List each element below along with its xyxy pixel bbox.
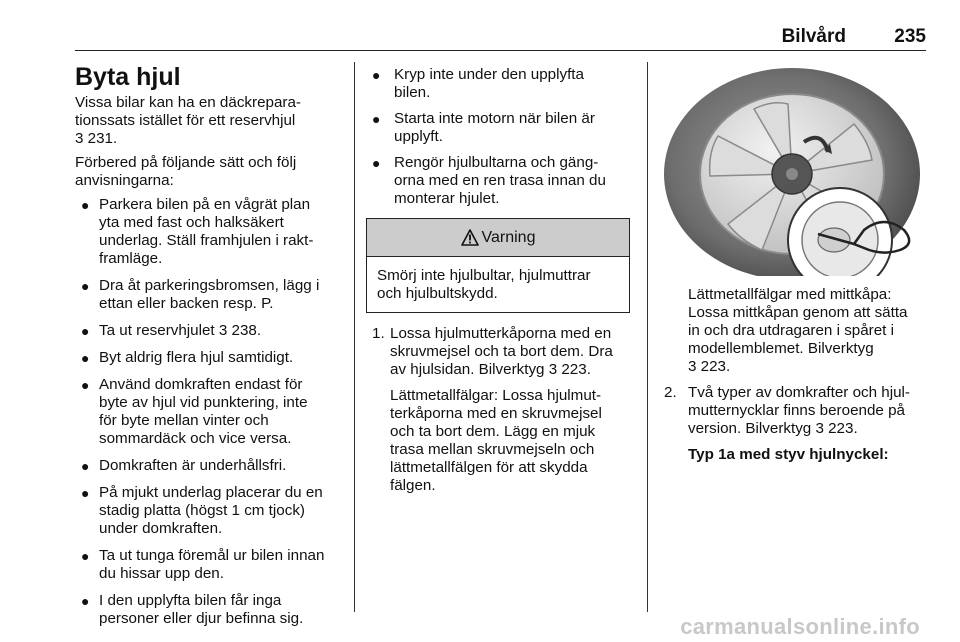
warning-box bbox=[366, 218, 630, 313]
text-line: Byt aldrig flera hjul samtidigt. bbox=[99, 349, 294, 366]
bullet-icon: ● bbox=[81, 350, 90, 366]
bullet-icon: ● bbox=[81, 377, 90, 393]
text-line: och hjulbultskydd. bbox=[377, 285, 498, 302]
text-line: personer eller djur befinna sig. bbox=[99, 610, 304, 627]
section-title: Bilvård bbox=[781, 26, 846, 47]
step-item bbox=[368, 325, 634, 495]
text-line: för byte mellan vinter och bbox=[99, 412, 269, 429]
text-line: Ta ut tunga föremål ur bilen innan bbox=[99, 547, 325, 564]
list-item bbox=[75, 376, 343, 448]
figure-caption bbox=[664, 286, 928, 376]
text-line: orna med en ren trasa innan du bbox=[394, 172, 606, 189]
list-item bbox=[368, 154, 634, 208]
page-header bbox=[75, 22, 926, 50]
safety-bullet-list-2 bbox=[368, 66, 634, 208]
step-text bbox=[688, 384, 928, 438]
page-reference: 3 231. bbox=[75, 130, 118, 147]
text-line: du hissar upp den. bbox=[99, 565, 224, 582]
text-line: in och dra utdragaren i spåret i bbox=[688, 322, 894, 339]
header-rule bbox=[75, 50, 926, 51]
steps-list-2 bbox=[664, 384, 928, 464]
text-line: tionssats istället för ett reservhjul bbox=[75, 112, 296, 129]
step-subtext bbox=[390, 387, 634, 495]
text-line: Förbered på följande sätt och följ bbox=[75, 154, 297, 171]
text-line: Lossa hjulmutterkåporna med en bbox=[390, 325, 612, 342]
text-line: stadig platta (högst 1 cm tjock) bbox=[99, 502, 305, 519]
warning-title: Varning bbox=[481, 228, 536, 246]
text-line: Smörj inte hjulbultar, hjulmuttrar bbox=[377, 267, 591, 284]
bullet-icon: ● bbox=[372, 155, 381, 171]
text-line: mutternycklar finns beroende på bbox=[688, 402, 905, 419]
page-title: Byta hjul bbox=[75, 63, 181, 91]
text-line: Lossa mittkåpan genom att sätta bbox=[688, 304, 908, 321]
text-line: och ta bort dem. Lägg en mjuk bbox=[390, 423, 596, 440]
list-item bbox=[75, 196, 343, 268]
list-item bbox=[75, 322, 343, 340]
safety-bullet-list bbox=[75, 196, 343, 628]
text-line: ettan eller backen resp. P. bbox=[99, 295, 274, 312]
wheel-hubcap-illustration bbox=[664, 64, 926, 276]
bullet-icon: ● bbox=[372, 67, 381, 83]
list-item bbox=[368, 110, 634, 146]
text-line: I den upplyfta bilen får inga bbox=[99, 592, 282, 609]
text-line: anvisningarna: bbox=[75, 172, 174, 189]
text-line: Två typer av domkrafter och hjul- bbox=[688, 384, 910, 401]
text-line: Kryp inte under den upplyfta bbox=[394, 66, 584, 83]
text-line: Starta inte motorn när bilen är bbox=[394, 110, 595, 127]
text-line: fälgen. bbox=[390, 477, 436, 494]
bullet-icon: ● bbox=[81, 197, 90, 213]
text-line: underlag. Ställ framhjulen i rakt- bbox=[99, 232, 314, 249]
text-line: På mjukt underlag placerar du en bbox=[99, 484, 323, 501]
text-line: sommardäck och vice versa. bbox=[99, 430, 292, 447]
list-item bbox=[75, 592, 343, 628]
text-line: Parkera bilen på en vågrät plan bbox=[99, 196, 311, 213]
text-line: modellemblemet. Bilverktyg bbox=[688, 340, 874, 357]
page-number: 235 bbox=[894, 26, 926, 47]
text-line: skruvmejsel och ta bort dem. Dra bbox=[390, 343, 613, 360]
text-line: yta med fast och halksäkert bbox=[99, 214, 284, 231]
column-divider-2 bbox=[647, 62, 648, 612]
warning-triangle-icon bbox=[461, 229, 479, 246]
text-line: version. Bilverktyg 3 223. bbox=[688, 420, 858, 437]
column-2 bbox=[368, 66, 634, 503]
list-item bbox=[368, 66, 634, 102]
warning-header bbox=[367, 219, 629, 257]
warning-body bbox=[367, 257, 629, 312]
text-line: byte av hjul vid punktering, inte bbox=[99, 394, 308, 411]
text-line: Använd domkraften endast för bbox=[99, 376, 303, 393]
page-reference: 3 223. bbox=[688, 358, 731, 375]
bullet-icon: ● bbox=[372, 111, 381, 127]
bullet-icon: ● bbox=[81, 458, 90, 474]
text-line: framläge. bbox=[99, 250, 163, 267]
text-line: Ta ut reservhjulet 3 238. bbox=[99, 322, 262, 339]
step-subheading: Typ 1a med styv hjulnyckel: bbox=[688, 446, 889, 463]
bullet-icon: ● bbox=[81, 593, 90, 609]
column-1 bbox=[75, 62, 343, 637]
text-line: under domkraften. bbox=[99, 520, 223, 537]
column-3 bbox=[664, 64, 928, 472]
text-line: terkåporna med en skruvmejsel bbox=[390, 405, 602, 422]
list-item bbox=[75, 484, 343, 538]
text-line: trasa mellan skruvmejseln och bbox=[390, 441, 595, 458]
intro-paragraph bbox=[75, 94, 343, 148]
text-line: lättmetallfälgen för att skydda bbox=[390, 459, 588, 476]
steps-list bbox=[368, 325, 634, 495]
prep-paragraph bbox=[75, 154, 343, 190]
text-line: Lättmetallfälgar med mittkåpa: bbox=[688, 286, 892, 303]
column-divider-1 bbox=[354, 62, 355, 612]
list-item bbox=[75, 457, 343, 475]
watermark: carmanualsonline.info bbox=[680, 614, 920, 639]
text-line: upplyft. bbox=[394, 128, 443, 145]
bullet-icon: ● bbox=[81, 278, 90, 294]
step-number: 2. bbox=[664, 384, 677, 401]
bullet-icon: ● bbox=[81, 323, 90, 339]
text-line: Dra åt parkeringsbromsen, lägg i bbox=[99, 277, 320, 294]
text-line: Domkraften är underhållsfri. bbox=[99, 457, 287, 474]
bullet-icon: ● bbox=[81, 485, 90, 501]
bullet-icon: ● bbox=[81, 548, 90, 564]
text-line: Lättmetallfälgar: Lossa hjulmut- bbox=[390, 387, 602, 404]
step-item bbox=[664, 384, 928, 464]
text-line: Rengör hjulbultarna och gäng- bbox=[394, 154, 599, 171]
list-item bbox=[75, 277, 343, 313]
list-item bbox=[75, 547, 343, 583]
text-line: bilen. bbox=[394, 84, 431, 101]
step-number: 1. bbox=[372, 325, 385, 342]
list-item bbox=[75, 349, 343, 367]
step-text bbox=[390, 325, 634, 379]
text-line: av hjulsidan. Bilverktyg 3 223. bbox=[390, 361, 591, 378]
text-line: monterar hjulet. bbox=[394, 190, 500, 207]
text-line: Vissa bilar kan ha en däckrepara- bbox=[75, 94, 301, 111]
